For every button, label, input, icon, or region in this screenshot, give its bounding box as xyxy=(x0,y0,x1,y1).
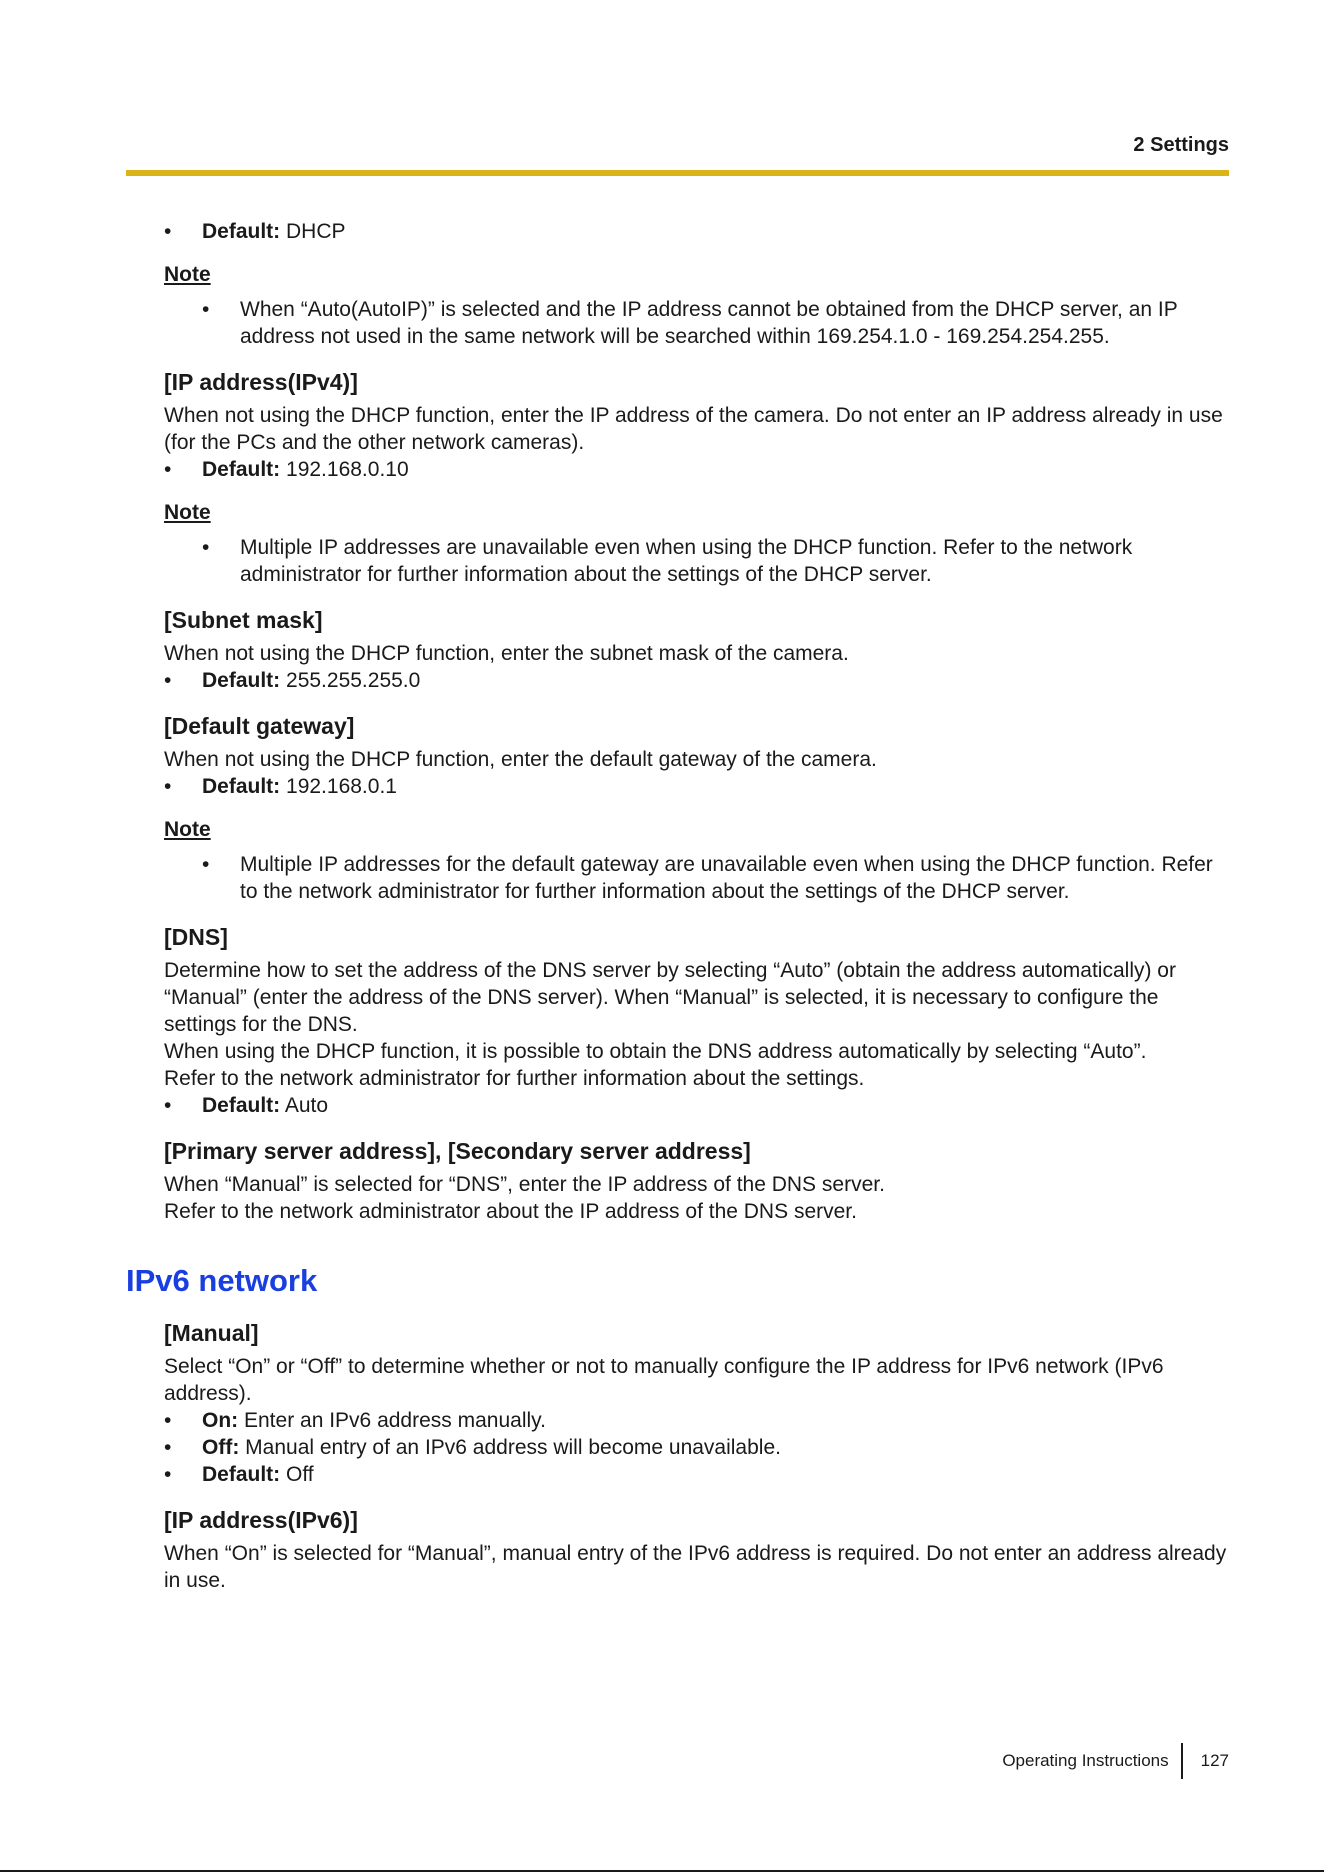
default-label: Default: xyxy=(202,220,281,243)
dns-heading: [DNS] xyxy=(164,924,228,950)
bullet-icon: • xyxy=(202,298,210,321)
ipv4-heading: [IP address(IPv4)] xyxy=(164,369,358,395)
gateway-heading: [Default gateway] xyxy=(164,713,355,739)
note-item xyxy=(164,851,1230,905)
bullet-icon: • xyxy=(202,853,210,876)
default-value: 192.168.0.1 xyxy=(286,775,397,798)
option-label: On: xyxy=(202,1409,239,1432)
manual-heading: [Manual] xyxy=(164,1320,259,1346)
subnet-heading: [Subnet mask] xyxy=(164,607,323,633)
page-content xyxy=(126,218,1230,1594)
option-text: Manual entry of an IPv6 address will become unavailable. xyxy=(245,1436,781,1459)
subnet-description: When not using the DHCP function, enter the subnet mask of the camera. xyxy=(164,642,849,665)
header-rule xyxy=(126,170,1229,176)
note-item xyxy=(164,296,1230,350)
ipv6-network-section-title: IPv6 network xyxy=(126,1263,318,1298)
note-title: Note xyxy=(164,818,211,841)
ipv4-description: When not using the DHCP function, enter the IP address of the camera. Do not enter an IP address already in use (for the PCs and the other network cameras). xyxy=(164,404,1223,454)
manual-description: Select “On” or “Off” to determine whether or not to manually configure the IP address for IPv6 network (IPv6 address). xyxy=(164,1355,1164,1405)
default-label: Default: xyxy=(202,1094,281,1117)
bullet-icon: • xyxy=(164,1094,172,1117)
note-text: When “Auto(AutoIP)” is selected and the IP address cannot be obtained from the DHCP server, an IP address not used in the same network will be searched within 169.254.1.0 - 169.254.254.255. xyxy=(240,298,1178,348)
chapter-header: 2 Settings xyxy=(1133,134,1229,156)
page-footer xyxy=(1002,1743,1229,1779)
default-value: DHCP xyxy=(286,220,346,243)
default-dhcp-item xyxy=(164,218,1230,245)
note-title: Note xyxy=(164,263,211,286)
ipv4-default-item xyxy=(164,456,1230,483)
server-address-heading: [Primary server address], [Secondary server address] xyxy=(164,1138,751,1164)
dns-description: Determine how to set the address of the DNS server by selecting “Auto” (obtain the address automatically) or “Manual” (enter the address of the DNS server). When “Manual” is selected, it is necessary to configure the settings for the DNS. xyxy=(164,959,1176,1036)
note-title: Note xyxy=(164,501,211,524)
bullet-icon: • xyxy=(164,458,172,481)
document-title: Operating Instructions xyxy=(1002,1751,1169,1770)
server-address-description: When “Manual” is selected for “DNS”, enter the IP address of the DNS server. xyxy=(164,1173,885,1196)
default-value: 192.168.0.10 xyxy=(286,458,409,481)
footer-divider xyxy=(1181,1743,1183,1779)
option-label: Off: xyxy=(202,1436,240,1459)
default-label: Default: xyxy=(202,458,281,481)
default-label: Default: xyxy=(202,775,281,798)
dns-description: When using the DHCP function, it is possible to obtain the DNS address automatically by selecting “Auto”. xyxy=(164,1040,1147,1063)
bullet-icon: • xyxy=(164,1463,172,1486)
dns-default-item xyxy=(164,1092,1230,1119)
server-address-description: Refer to the network administrator about the IP address of the DNS server. xyxy=(164,1200,857,1223)
default-label: Default: xyxy=(202,1463,281,1486)
ipv6-address-heading: [IP address(IPv6)] xyxy=(164,1507,358,1533)
subnet-default-item xyxy=(164,667,1230,694)
manual-default-item xyxy=(164,1461,1230,1488)
option-text: Enter an IPv6 address manually. xyxy=(244,1409,546,1432)
note-text: Multiple IP addresses are unavailable even when using the DHCP function. Refer to the network administrator for further information about the settings of the DHCP server. xyxy=(240,536,1133,586)
default-value: Off xyxy=(286,1463,314,1486)
note-text: Multiple IP addresses for the default gateway are unavailable even when using the DHCP function. Refer to the network administrator for further information about the settings of the DHCP server. xyxy=(240,853,1213,903)
gateway-description: When not using the DHCP function, enter the default gateway of the camera. xyxy=(164,748,877,771)
bullet-icon: • xyxy=(164,669,172,692)
manual-on-item xyxy=(164,1407,1230,1434)
bullet-icon: • xyxy=(164,1436,172,1459)
bullet-icon: • xyxy=(164,220,172,243)
bullet-icon: • xyxy=(202,536,210,559)
ipv6-address-description: When “On” is selected for “Manual”, manual entry of the IPv6 address is required. Do not enter an address already in use. xyxy=(164,1542,1227,1592)
default-label: Default: xyxy=(202,669,281,692)
default-value: 255.255.255.0 xyxy=(286,669,421,692)
page-number: 127 xyxy=(1200,1751,1229,1770)
dns-description: Refer to the network administrator for further information about the settings. xyxy=(164,1067,865,1090)
bullet-icon: • xyxy=(164,1409,172,1432)
gateway-default-item xyxy=(164,773,1230,800)
manual-off-item xyxy=(164,1434,1230,1461)
note-item xyxy=(164,534,1230,588)
bullet-icon: • xyxy=(164,775,172,798)
default-value: Auto xyxy=(284,1094,329,1117)
